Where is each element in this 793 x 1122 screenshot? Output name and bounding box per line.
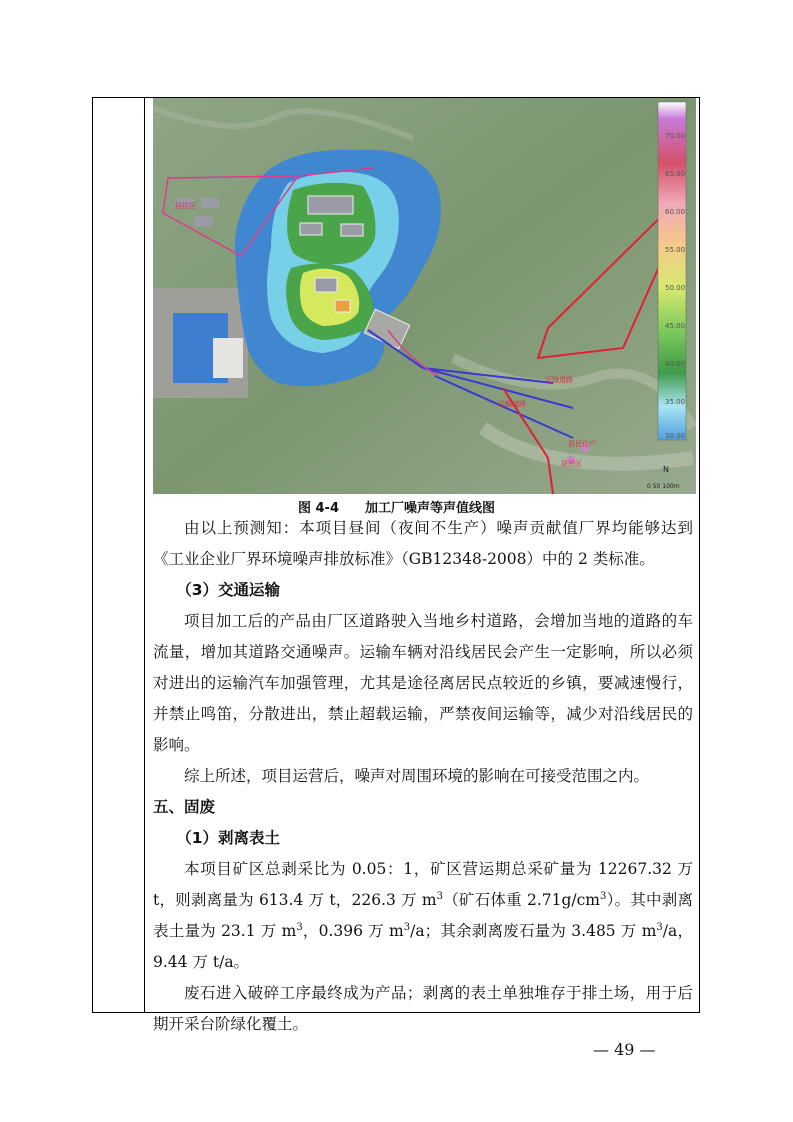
legend-value: 35.00 xyxy=(665,398,686,406)
text-part: /a，9.44 万 t/a。 xyxy=(153,922,693,971)
building-3 xyxy=(341,224,363,236)
body-content xyxy=(153,513,693,1040)
superscript: 3 xyxy=(656,921,663,933)
page-number-text: — 49 — xyxy=(593,1040,656,1059)
label-village-west: 居住区 xyxy=(175,202,196,210)
superscript: 3 xyxy=(296,921,303,933)
legend-value: 70.00 xyxy=(665,132,686,140)
map-scale: 0 50 100m xyxy=(647,483,680,490)
heading-solid-waste: 五、固废 xyxy=(153,798,216,816)
legend-value: 30.00 xyxy=(665,432,686,440)
legend-value: 50.00 xyxy=(665,284,686,292)
figure-caption-text: 加工厂噪声等声值线图 xyxy=(365,501,496,516)
label-road-1: 运输道路 xyxy=(545,376,573,384)
figure-caption-number: 图 4-4 xyxy=(297,501,339,516)
legend-value: 60.00 xyxy=(665,208,686,216)
superscript: 3 xyxy=(600,890,607,902)
legend-value: 65.00 xyxy=(665,170,686,178)
label-road-2: 运输道路 xyxy=(498,400,526,408)
legend-bar xyxy=(658,102,686,440)
paragraph-waste-rock: 废石进入破碎工序最终成为产品；剥离的表土单独堆存于排土场，用于后期开采台阶绿化覆土。 xyxy=(153,984,693,1033)
compass-n: N xyxy=(663,465,669,474)
text-part: ，0.396 万 m xyxy=(302,922,404,940)
label-house-2: 居民区 xyxy=(561,460,582,468)
factory-area-west xyxy=(153,288,248,398)
heading-stripping-topsoil: （1）剥离表土 xyxy=(176,829,281,847)
building-5 xyxy=(335,300,350,312)
legend-value: 45.00 xyxy=(665,322,686,330)
paragraph-traffic: 项目加工后的产品由厂区道路驶入当地乡村道路，会增加当地的道路的车流量，增加其道路交通噪声。运输车辆对沿线居民会产生一定影响，所以必须对进出的运输汽车加强管理，尤其是途径离居民点较近的乡镇，要减速慢行，并禁止鸣笛，分散进出，禁止超载运输，严禁夜间运输等，减少对沿线居民的影响。 xyxy=(153,612,693,754)
building-north xyxy=(308,196,353,214)
building-4 xyxy=(315,278,337,292)
legend-value: 40.00 xyxy=(665,360,686,368)
legend-value: 55.00 xyxy=(665,246,686,254)
table-column-divider xyxy=(144,97,145,1013)
paragraph-stripping xyxy=(153,854,693,978)
text-part: 本项目矿区总剥采比为 0.05：1，矿区营运期总采矿量为 12267.32 万 t，则剥离量为 613.4 万 t，226.3 万 m xyxy=(153,860,693,909)
noise-contour-map xyxy=(153,98,696,494)
superscript: 3 xyxy=(436,890,443,902)
paragraph-summary: 综上所述，项目运营后，噪声对周围环境的影响在可接受范围之内。 xyxy=(184,767,650,785)
heading-traffic-transport: （3）交通运输 xyxy=(176,581,281,599)
building-2 xyxy=(300,223,322,235)
superscript: 3 xyxy=(403,921,411,933)
label-house-1: 居民住户 xyxy=(568,440,596,448)
text-part: ）。其中剥离表土量为 23.1 万 m xyxy=(153,891,693,940)
text-part: （矿石体重 2.71g/cm xyxy=(442,891,601,909)
text-part: /a；其余剥离废石量为 3.485 万 m xyxy=(410,922,657,940)
paragraph-conclusion-noise: 由以上预测知：本项目昼间（夜间不生产）噪声贡献值厂界均能够达到《工业企业厂界环境噪声排放标准》（GB12348-2008）中的 2 类标准。 xyxy=(153,519,693,568)
